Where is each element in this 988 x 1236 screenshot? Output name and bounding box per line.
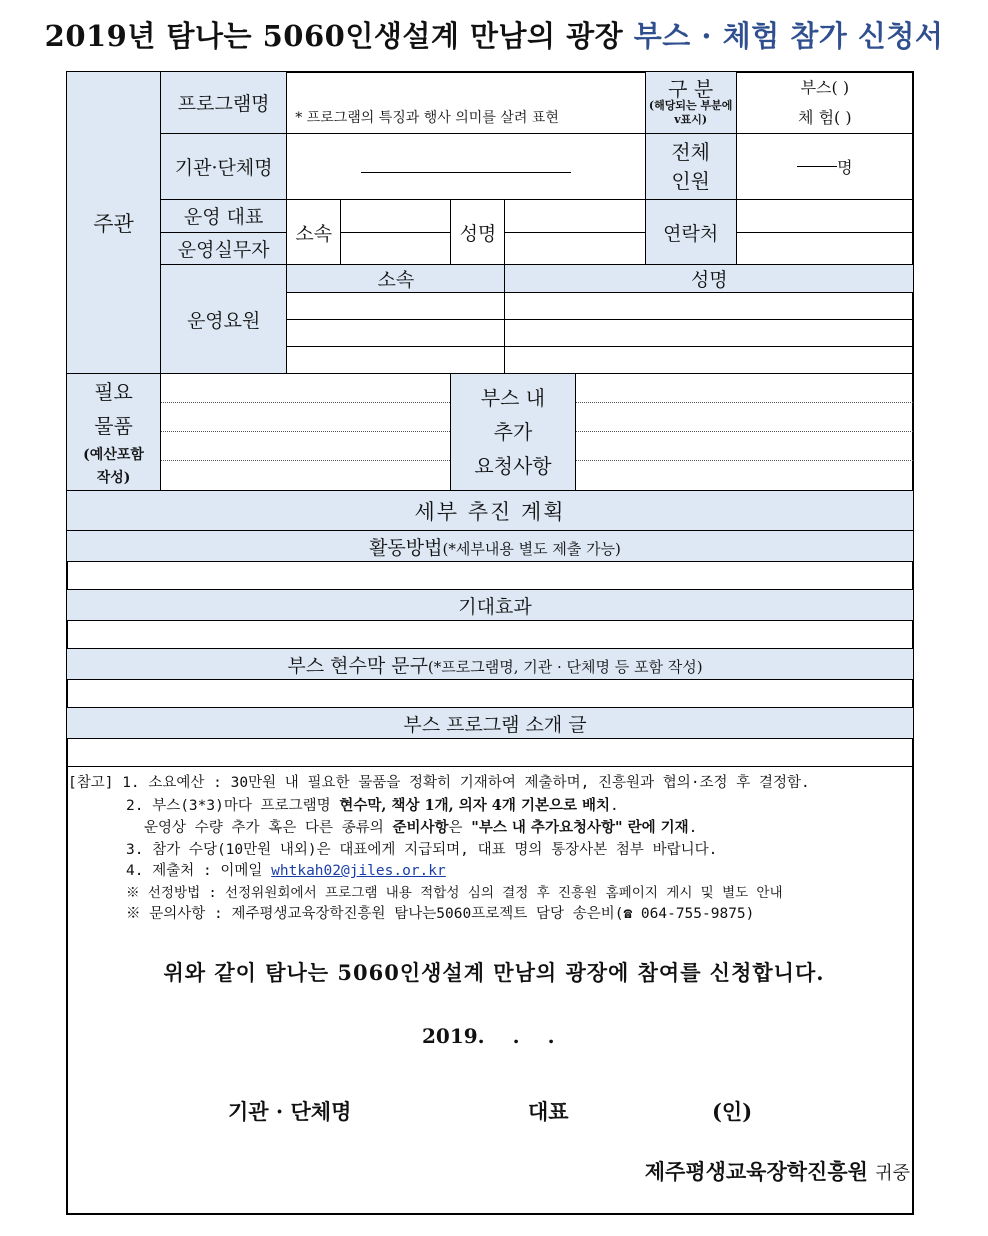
title-main: 2019년 탐나는 5060인생설계 만남의 광장	[44, 19, 624, 53]
plan-header: 세부 추진 계획	[67, 491, 914, 531]
category-label: 구 분	[668, 76, 714, 101]
reference-notes	[68, 773, 913, 926]
option-experience[interactable]: 체 험( )	[798, 107, 852, 127]
date-day: .	[547, 1024, 555, 1048]
activity-header	[67, 531, 914, 562]
sign-org: 기관 · 단체명	[228, 1099, 352, 1124]
category-cell	[645, 72, 913, 134]
date-line	[422, 1024, 555, 1048]
host-label: 주관	[67, 72, 161, 374]
note-line-5: 4. 제출처 : 이메일 whtkah02@jiles.or.kr	[126, 863, 446, 879]
note-line-4: 3. 참가 수당(10만원 내외)은 대표에게 지급되며, 대표 명의 통장사본 첨부 바랍니다.	[126, 841, 718, 858]
email-link[interactable]: whtkah02@jiles.or.kr	[271, 863, 446, 879]
date-month: .	[512, 1024, 520, 1048]
addressee-name: 제주평생교육장학진흥원	[644, 1159, 868, 1184]
application-form	[66, 71, 914, 767]
program-note: * 프로그램의 특징과 행사 의미를 살려 표현	[295, 110, 559, 126]
staff-contact-field[interactable]	[737, 233, 913, 265]
option-booth[interactable]: 부스( )	[800, 77, 850, 97]
crew-name-fields[interactable]	[505, 293, 914, 374]
sign-rep: 대표	[528, 1099, 569, 1124]
supplies-label-1: 필요	[94, 380, 133, 404]
booth-req-2: 추가	[493, 420, 533, 444]
note-line-3: 운영상 수량 추가 혹은 다른 종류의 준비사항은 "부스 내 추가요청사항" 란에 기재.	[144, 819, 698, 836]
org-label: 기관·단체명	[161, 134, 287, 200]
program-name-field[interactable]	[287, 72, 645, 134]
booth-req-1: 부스 내	[480, 386, 546, 410]
contact-cell	[645, 200, 913, 265]
crew-label: 운영요원	[161, 265, 287, 374]
people-unit: 명	[837, 158, 853, 177]
rep-label: 운영 대표	[161, 200, 287, 233]
rep-contact-field[interactable]	[737, 200, 913, 233]
note-line-1: [참고] 1. 소요예산 : 30만원 내 필요한 물품을 정확히 기재하여 제출하며, 진흥원과 협의·조정 후 결정함.	[68, 775, 810, 791]
staff-affil-field[interactable]	[341, 232, 451, 265]
name-label: 성명	[451, 200, 505, 265]
effect-field[interactable]	[67, 621, 914, 649]
booth-request-field[interactable]	[575, 374, 913, 491]
note-line-6: ※ 선정방법 : 선정위원회에서 프로그램 내용 적합성 심의 결정 후 진흥원 홈페이지 게시 및 별도 안내	[126, 884, 783, 901]
document-title	[0, 14, 988, 55]
banner-field[interactable]	[67, 680, 914, 708]
affil-label: 소속	[287, 200, 341, 265]
banner-note: (*프로그램명, 기관 · 단체명 등 포함 작성)	[427, 657, 703, 676]
booth-request-label-cell	[451, 374, 575, 491]
declaration: 위와 같이 탐나는 5060인생설계 만남의 광장에 참여를 신청합니다.	[163, 960, 825, 985]
supplies-note-1: (예산포함	[83, 447, 144, 463]
note-line-7: ※ 문의사항 : 제주평생교육장학진흥원 탐나는5060프로젝트 담당 송은비(☎ 064-755-9875)	[126, 906, 755, 922]
contact-label: 연락처	[663, 222, 719, 245]
title-highlight: 부스 · 체험 참가 신청서	[633, 19, 944, 53]
booth-req-3: 요청사항	[474, 454, 552, 478]
org-name-field[interactable]	[287, 134, 645, 200]
addressee-suffix: 귀중	[875, 1163, 910, 1184]
supplies-label-2: 물품	[94, 414, 133, 438]
intro-field[interactable]	[67, 739, 914, 767]
note-line-2: 2. 부스(3*3)마다 프로그램명 현수막, 책상 1개, 의자 4개 기본으로 배치.	[126, 796, 619, 814]
supplies-field[interactable]	[161, 374, 451, 491]
crew-name-header: 성명	[505, 265, 914, 293]
activity-field[interactable]	[67, 562, 914, 590]
staff-label: 운영실무자	[161, 232, 287, 265]
date-year: 2019.	[422, 1024, 485, 1048]
total-label: 전체 인원	[671, 139, 710, 193]
banner-label: 부스 현수막 문구	[287, 654, 428, 677]
banner-header	[67, 649, 914, 680]
activity-label: 활동방법	[369, 536, 443, 559]
sign-seal: (인)	[712, 1099, 753, 1124]
effect-label: 기대효과	[458, 595, 532, 618]
intro-label: 부스 프로그램 소개 글	[403, 713, 587, 736]
staff-name-field[interactable]	[505, 232, 645, 265]
addressee	[645, 1156, 910, 1186]
total-cell	[645, 134, 913, 200]
supplies-note-2: 작성)	[96, 470, 131, 486]
rep-affil-field[interactable]	[341, 200, 451, 233]
crew-affil-fields[interactable]	[287, 293, 505, 374]
rep-name-field[interactable]	[505, 200, 645, 233]
category-sub: (해당되는 부분에 v표시)	[648, 98, 733, 126]
intro-header	[67, 708, 914, 739]
activity-note: (*세부내용 별도 제출 가능)	[442, 539, 621, 558]
crew-affil-header: 소속	[287, 265, 505, 293]
program-label: 프로그램명	[161, 72, 287, 134]
effect-header	[67, 590, 914, 621]
supplies-label-cell	[67, 374, 161, 491]
